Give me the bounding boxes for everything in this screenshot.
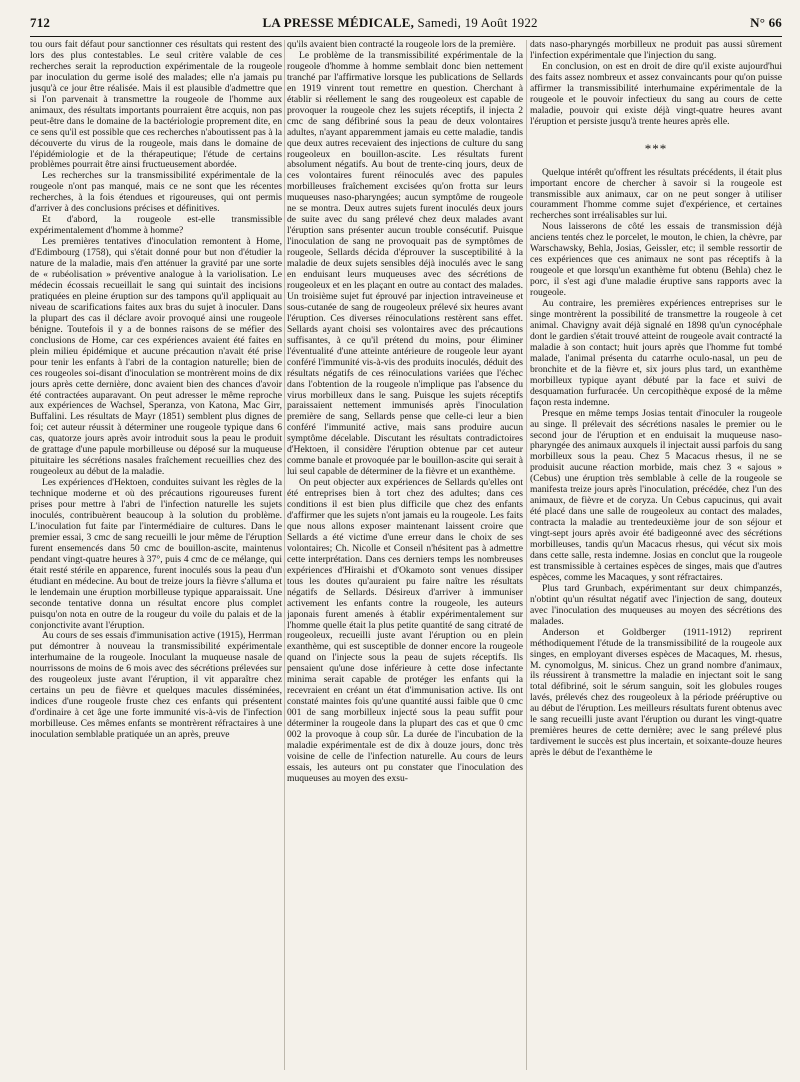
paragraph: Au cours de ses essais d'immunisation active (1915), Herrman put démontrer à nouveau la transmissibilité expérimentale interhumaine de la rougeole. Inoculant la muqueuse nasale de nourrissons de moins de 6 mois avec des sécrétions prélevées sur des rougeoleux juste avant l'éruption, il vit apparaître chez certains un peu de fièvre et quelques macules disséminées, indices d'une rougeole fruste chez ces enfants qui présentent d'ordinaire à cet âge une forte immunité vis-à-vis de l'infection morbilleuse. Ces mêmes enfants se montrèrent réfractaires à une inoculation semblable pratiquée un an après, preuve [30, 630, 282, 741]
paragraph: tou ours fait défaut pour sanctionner ces résultats qui restent des lors des plus contestables. Le seul critère valable de ces recherches serait la reproduction expérimentale de la rougeole par inoculation du germe isolé des malades; elle n'a jamais pu jusqu'à ce jour être réalisée. Mais il est plausible d'admettre que si l'on parvenait à transmettre la rougeole de l'homme aux animaux, des résultats importants pourraient être acquis, non pas peut-être dans le domaine de la bactériologie proprement dite, en ce sens qu'il est possible que ces recherches n'aboutissent pas à la découverte du virus de la rougeole, mais dans le domaine de l'épidémiologie et de la thérapeutique; l'étude de certains problèmes pourrait être ainsi fructueusement abordée. [30, 40, 282, 171]
column-left [30, 40, 282, 1070]
paragraph: On peut objecter aux expériences de Sellards qu'elles ont été entreprises bien à tort chez des adultes; dans ces conditions il est bien plus difficile que chez des enfants d'affirmer que les sujets n'ont jamais eu la rougeole. Les faits que nous allons exposer maintenant laissent croire que Sellards a été victime d'une erreur dans le choix de ses volontaires; Ch. Nicolle et Conseil n'hésitent pas à admettre cette interprétation. Dans ces derniers temps les nombreuses expériences d'Hiraishi et d'Okamoto sont venues dissiper tous les doutes qu'auraient pu faire naître les résultats négatifs de Sellards. Désireux d'arriver à immuniser activement les enfants contre la rougeole, les auteurs japonais furent amenés à établir expérimentalement sur l'homme quelle était la plus petite quantité de sang citraté de rougeoleux, recueilli juste avant l'éruption ou en plein exanthème, qui est susceptible de donner encore la rougeole quand on l'injecte sous la peau de sujets réceptifs. Ils pensaient qu'une dose inférieure à cette dose infectante minima serait capable de protéger les enfants qui la recevraient en créant un état d'immunisation active. Ils ont constaté maintes fois qu'une quantité aussi faible que 0 cmc 001 de sang morbilleux injecté sous la peau suffit pour déterminer la rougeole dans la plupart des cas et que 0 cmc 002 la provoque à coup sûr. La durée de l'incubation de la maladie expérimentale est de dix à douze jours, donc très voisine de celle de l'infection naturelle. Au cours de leurs essais, les auteurs ont pu constater que l'inoculation des muqueuses au moyen des exsu- [287, 477, 523, 784]
paragraph: dats naso-pharyngés morbilleux ne produit pas aussi sûrement l'infection expérimentale que l'injection du sang. [530, 40, 782, 61]
paragraph: En conclusion, on est en droit de dire qu'il existe aujourd'hui des faits assez nombreux et assez convaincants pour qu'on puisse affirmer la transmissibilité interhumaine expérimentale de la rougeole et le pouvoir infectieux du sang au cours de cette maladie, pouvoir qui existe déjà vingt-quatre heures avant l'éruption et persiste jusqu'à trente heures après elle. [530, 60, 782, 127]
column-middle [287, 40, 523, 1070]
column-divider [526, 40, 527, 1070]
column-divider [284, 40, 285, 1070]
paragraph: Les premières tentatives d'inoculation remontent à Home, d'Edimbourg (1758), qui s'était donné pour but non d'étudier la nature de la maladie, mais d'en atténuer la gravité par une sorte de « rubéolisation » préventive analogue à la variolisation. Le médecin écossais recueillait le sang qui suintait des incisions pratiquées en pleine éruption sur des tampons qu'il appliquait au niveau de scarifications faites aux bras du sujet à inoculer. Dans la plupart des cas il déclare avoir provoqué ainsi une rougeole bénigne. Toutefois il y a de bonnes raisons de se méfier des conclusions de Home, car ces expériences avaient été faites en plein milieu épidémique et aucune précaution n'avait été prise pour tenir les enfants à l'abri de la contagion naturelle; bien de ces rougeoles soi-disant d'inoculation se montrèrent moins de dix jours après cette dernière, donc avaient bien des chances d'avoir été contractées auparavant. On peut adresser le même reproche aux expériences de Wachsel, Speranza, von Katona, Mac Girr, Buffalini. Les résultats de Mayr (1851) semblent plus dignes de foi; cet auteur réussit à déterminer une rougeole typique dans 6 cas, quatorze jours après avoir introduit sous la peau le produit de grattage d'une papule morbilleuse ou déposé sur la muqueuse pituitaire les sécrétions nasales fraîchement recueillies chez des rougeoleux au début de la maladie. [30, 236, 282, 478]
section-separator: *** [644, 140, 668, 156]
paragraph: Quelque intérêt qu'offrent les résultats précédents, il était plus important encore de chercher à savoir si la rougeole est transmissible aux animaux, car on ne peut songer à utiliser couramment l'homme comme sujet d'expérience, et certaines recherches sont irréalisables sur lui. [530, 166, 782, 222]
header-rule [30, 36, 782, 37]
journal-name: LA PRESSE MÉDICALE, [262, 15, 415, 30]
issue-number: N° 66 [750, 15, 782, 30]
paragraph: Plus tard Grunbach, expérimentant sur deux chimpanzés, n'obtint qu'un résultat négatif avec l'injection de sang, douteux avec l'inoculation des muqueuses au moyen des sécrétions des malades. [530, 582, 782, 627]
column-right [530, 40, 782, 1070]
paragraph: Anderson et Goldberger (1911-1912) reprirent méthodiquement l'étude de la transmissibilité de la rougeole aux singes, en employant diverses espèces de Macaques, M. rhesus, M. cynomolgus, M. sinicus. Chez un grand nombre d'animaux, ils réussirent à transmettre la maladie en injectant soit le sang total défibriné, soit le sérum sanguin, soit les globules rouges lavés, prélevés chez des rougeoleux à la période prééruptive ou au début de l'éruption. Les meilleurs résultats furent obtenus avec le sang recueilli juste avant l'éruption ou durant les vingt-quatre premières heures de cette dernière; avec le sang prélevé plus tardivement le succès est plus incertain, et soixante-douze heures après le début de l'exanthème le [530, 626, 782, 759]
paragraph: Presque en même temps Josias tentait d'inoculer la rougeole au singe. Il prélevait des sécrétions nasales le premier ou le second jour de l'éruption et en enduisait la muqueuse naso-pharyngée des animaux auxquels il injectait aussi parfois du sang morbilleux sous la peau. Chez 5 Macacus rhesus, il ne se produisit aucune réaction morbide, mais chez 3 « sajous » (Cebus) une éruption très semblable à celle de la rougeole se manifesta treize jours après l'inoculation, précédée, chez l'un des animaux, de fièvre et de coryza. Un Cebus capucinus, qui avait été placé dans une salle de rougeoleux au contact des malades, contracta la maladie au trentedeuxième jour de son séjour et vingt-sept jours après avoir été badigeonné avec des sécrétions morbilleuses, tandis qu'un Macacus rhesus, qui vécut six mois dans cette salle, resta indemne. Josias en conclut que la rougeole est transmissible à certaines espèces de singes, mais que d'autres espèces, comme les Macaques, y sont réfractaires. [530, 407, 782, 583]
paragraph: Nous laisserons de côté les essais de transmission déjà anciens tentés chez le porcelet, le mouton, le chien, la chèvre, par Warschawsky, Behla, Josias, Geissler, etc; il semble ressortir de ces expériences que ces animaux ne sont pas réceptifs à la rougeole et que lorsqu'un exanthème fut obtenu (Behla) chez le porc, il s'est agi d'une maladie éruptive sans rapports avec la rougeole. [530, 221, 782, 299]
paragraph: Les expériences d'Hektoen, conduites suivant les règles de la technique moderne et où des précautions rigoureuses furent prises pour mettre à l'abri de l'infection naturelle les sujets inoculés, contribuèrent beaucoup à la solution du problème. L'inoculation fut faite par l'intermédiaire de cultures. Dans le premier essai, 3 cmc de sang recueilli le jour même de l'éruption furent ensemencés dans 50 cmc de bouillon-ascite, maintenus pendant vingt-quatre heures à 37°, puis 4 cmc de ce mélange, qui était resté stérile en apparence, furent inoculés sous la peau d'un étudiant en médecine. Au bout de treize jours la fièvre s'alluma et le lendemain une éruption morbilleuse typique apparaissait. Une seconde tentative donna un résultat encore plus complet puisqu'on nota en outre de la rougeur du voile du palais et de la conjonctivite avant l'éruption. [30, 477, 282, 631]
paragraph: qu'ils avaient bien contracté la rougeole lors de la première. [287, 40, 516, 50]
issue-date: Samedi, 19 Août 1922 [417, 15, 538, 30]
journal-title [263, 15, 538, 31]
running-header [30, 15, 782, 31]
paragraph: Le problème de la transmissibilité expérimentale de la rougeole d'homme à homme semblait donc bien nettement tranché par l'affirmative lorsque les publications de Sellards en 1919 vinrent tout remettre en question. Cherchant à établir si réellement le sang des rougeoleux est capable de provoquer la rougeole chez les sujets réceptifs, il injecta 2 cmc de sang défibriné sous la peau de deux volontaires adultes, n'ayant apparemment jamais eu cette maladie, tandis que deux autres recevaient des injections de culture du sang rougeoleux en bouillon-ascite. Les résultats furent absolument négatifs. Au bout de trente-cinq jours, deux de ces volontaires furent réinoculés avec des papules morbilleuses fraîchement excisées qu'on frotta sur leurs muqueuses naso-pharyngées; aucun symptôme de rougeole ne se montra. Deux autres sujets furent inoculés deux jours de suite avec du sang prélevé chez deux malades avant l'éruption sans présenter aucun trouble consécutif. Puisque l'inoculation de sang ne provoquait pas de symptômes de rougeole, Sellards décida d'éprouver la susceptibilité à la maladie de deux sujets sensibles déjà inoculés avec le sang en enduisant leurs muqueuses avec des sécrétions de rougeoleux et en les plaçant en outre au contact des malades. Un troisième sujet fut éprouvé par injection intraveineuse et sous-cutanée de sang de rougeoleux prélevé six heures avant l'éruption. Ces diverses réinoculations restèrent sans effet. Sellards ayant choisi ses volontaires avec des précautions suffisantes, à ce qu'il prétend du moins, pour éliminer l'éventualité d'une atteinte antérieure de rougeole leur ayant conféré l'immunité vis-à-vis des produits inoculés, déduit des résultats négatifs de ces réinoculations variées que l'échec dans l'obtention de la rougeole n'implique pas l'absence du virus morbilleux dans le sang. Puisque les sujets réceptifs paraissaient nettement immunisés après l'inoculation première de sang, Sellards pense que celle-ci leur a bien conféré l'immunité active, mais sans produire aucun symptôme décelable. Discutant les résultats contradictoires d'Hektoen, il considère l'éruption obtenue par cet auteur comme banale et provoquée par le bouillon-ascite qui serait à lui seul capable de déterminer de la fièvre et un exanthème. [287, 49, 523, 478]
paragraph: Et d'abord, la rougeole est-elle transmissible expérimentalement d'homme à homme? [30, 214, 282, 237]
paragraph: Au contraire, les premières expériences entreprises sur le singe montrèrent la possibilité de transmettre la rougeole à cet animal. Chavigny avait déjà signalé en 1898 qu'un cynocéphale dont le gardien s'était trouvé atteint de rougeole avait contracté la maladie à son contact; huit jours après que l'homme fut tombé malade, l'animal présenta du catarrhe oculo-nasal, un peu de bronchite et de la fièvre et, six jours plus tard, un exanthème morbilleux typique ayant débuté par la face et suivi de desquamation furfuracée. Un cercopithèque exposé de la même façon resta indemne. [530, 298, 782, 408]
page-number: 712 [30, 15, 51, 30]
paragraph: Les recherches sur la transmissibilité expérimentale de la rougeole n'ont pas manqué, mais ce ne sont que les récentes recherches, à la fois étendues et rigoureuses, qui ont permis d'arriver à des conclusions précises et définitives. [30, 170, 282, 215]
